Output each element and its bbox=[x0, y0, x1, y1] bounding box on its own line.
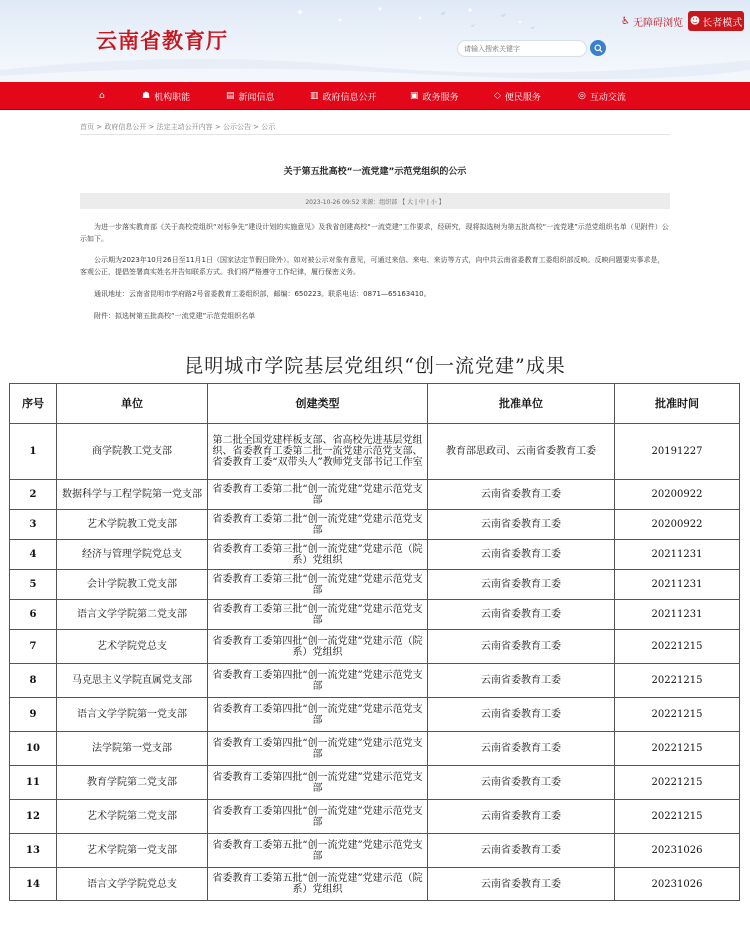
cell-no: 12 bbox=[10, 800, 57, 834]
cell-approver: 云南省委教育工委 bbox=[428, 834, 615, 868]
col-header-no: 序号 bbox=[10, 384, 57, 424]
results-table-title: 昆明城市学院基层党组织“创一流党建”成果 bbox=[184, 355, 566, 377]
cell-approver: 云南省委教育工委 bbox=[428, 664, 615, 698]
cell-date: 20221215 bbox=[615, 698, 740, 732]
cell-unit: 商学院教工党支部 bbox=[57, 424, 208, 480]
table-row bbox=[10, 868, 740, 901]
cell-date: 20221215 bbox=[615, 630, 740, 664]
col-header-unit: 单位 bbox=[57, 384, 208, 424]
site-title[interactable]: 云南省教育厅 bbox=[96, 28, 228, 53]
cell-date: 20221215 bbox=[615, 664, 740, 698]
article-paragraph: 公示期为2023年10月26日至11月1日（国家法定节假日除外）。如对被公示对象有意见，可通过来信、来电、来访等方式，向中共云南省委教育工委组织部反映。反映问题要实事求是，客观公正，提倡签署真实姓名并告知联系方式。我们将严格遵守工作纪律，履行保密义务。 bbox=[80, 256, 665, 276]
cell-unit: 语言文学学院党总支 bbox=[57, 868, 208, 901]
cell-unit: 马克思主义学院直属党支部 bbox=[57, 664, 208, 698]
cell-no: 1 bbox=[10, 424, 57, 480]
cell-date: 20211231 bbox=[615, 540, 740, 570]
chat-icon: ◎ bbox=[578, 91, 586, 101]
cell-unit: 会计学院教工党支部 bbox=[57, 570, 208, 600]
table-row bbox=[10, 630, 740, 664]
cell-no: 8 bbox=[10, 664, 57, 698]
table-row bbox=[10, 600, 740, 630]
cell-unit: 经济与管理学院党总支 bbox=[57, 540, 208, 570]
nav-item-org[interactable] bbox=[142, 82, 190, 110]
cell-type: 省委教育工委第四批“创一流党建”党建示范党支部 bbox=[208, 766, 428, 800]
article-title: 关于第五批高校“一流党建”示范党组织的公示 bbox=[283, 167, 467, 177]
cell-unit: 艺术学院教工党支部 bbox=[57, 510, 208, 540]
cell-date: 20191227 bbox=[615, 424, 740, 480]
article-paragraph: 为进一步落实教育部《关于高校党组织“对标争先”建设计划的实施意见》及我省创建高校“一流党建”工作要求，经研究，现将拟选树为第五批高校“一流党建”示范党组织名单（见附件）公示如下。 bbox=[80, 223, 669, 243]
news-icon: ▤ bbox=[226, 91, 235, 101]
cell-no: 3 bbox=[10, 510, 57, 540]
cell-no: 7 bbox=[10, 630, 57, 664]
accessibility-label: 无障碍浏览 bbox=[632, 17, 683, 29]
col-header-type: 创建类型 bbox=[208, 384, 428, 424]
cell-type: 省委教育工委第四批“创一流党建”党建示范党支部 bbox=[208, 800, 428, 834]
cell-unit: 艺术学院党总支 bbox=[57, 630, 208, 664]
col-header-date: 批准时间 bbox=[615, 384, 740, 424]
cell-no: 2 bbox=[10, 480, 57, 510]
cell-unit: 艺术学院第二党支部 bbox=[57, 800, 208, 834]
cell-no: 4 bbox=[10, 540, 57, 570]
cell-type: 省委教育工委第二批“创一流党建”党建示范党支部 bbox=[208, 480, 428, 510]
cell-approver: 云南省委教育工委 bbox=[428, 800, 615, 834]
cell-date: 20200922 bbox=[615, 480, 740, 510]
cell-type: 省委教育工委第五批“创一流党建”党建示范党支部 bbox=[208, 834, 428, 868]
cell-type: 省委教育工委第四批“创一流党建”党建示范（院系）党组织 bbox=[208, 630, 428, 664]
search-icon bbox=[594, 44, 603, 53]
article-meta: 2023-10-26 09:52 来源：组织部 【 大 | 中 | 小 】 bbox=[80, 193, 670, 209]
nav-item-label: 新闻信息 bbox=[238, 92, 275, 103]
home-icon: ⌂ bbox=[99, 91, 105, 101]
cell-type: 省委教育工委第二批“创一流党建”党建示范党支部 bbox=[208, 510, 428, 540]
cell-date: 20231026 bbox=[615, 868, 740, 901]
cell-unit: 语言文学学院第一党支部 bbox=[57, 698, 208, 732]
cell-no: 6 bbox=[10, 600, 57, 630]
cell-type: 省委教育工委第三批“创一流党建”党建示范党支部 bbox=[208, 600, 428, 630]
nav-item-label: 政府信息公开 bbox=[322, 92, 377, 103]
breadcrumb[interactable]: 首页 > 政府信息公开 > 法定主动公开内容 > 公示公告 > 公示 bbox=[80, 123, 276, 131]
cell-approver: 云南省委教育工委 bbox=[428, 630, 615, 664]
nav-item-label: 政务服务 bbox=[422, 92, 459, 103]
main-nav bbox=[0, 82, 750, 110]
cell-approver: 云南省委教育工委 bbox=[428, 570, 615, 600]
site-header bbox=[0, 0, 750, 82]
table-row bbox=[10, 800, 740, 834]
cell-unit: 法学院第一党支部 bbox=[57, 732, 208, 766]
cell-date: 20221215 bbox=[615, 766, 740, 800]
nav-item-label: 便民服务 bbox=[504, 92, 541, 103]
table-row bbox=[10, 510, 740, 540]
cell-type: 省委教育工委第五批“创一流党建”党建示范（院系）党组织 bbox=[208, 868, 428, 901]
accessibility-icon: ♿ bbox=[621, 15, 630, 27]
nav-item-label: 互动交流 bbox=[589, 92, 626, 103]
table-row bbox=[10, 480, 740, 510]
cell-approver: 云南省委教育工委 bbox=[428, 732, 615, 766]
accessibility-link[interactable] bbox=[621, 13, 683, 29]
elder-icon: ☻ bbox=[689, 15, 701, 27]
elder-mode-label: 长者模式 bbox=[702, 17, 743, 29]
cell-approver: 云南省委教育工委 bbox=[428, 540, 615, 570]
cell-no: 9 bbox=[10, 698, 57, 732]
cell-approver: 云南省委教育工委 bbox=[428, 868, 615, 901]
search-input[interactable] bbox=[457, 40, 587, 57]
nav-home[interactable] bbox=[99, 82, 105, 110]
table-row bbox=[10, 698, 740, 732]
cell-type: 省委教育工委第四批“创一流党建”党建示范党支部 bbox=[208, 732, 428, 766]
cell-approver: 云南省委教育工委 bbox=[428, 510, 615, 540]
cell-approver: 云南省委教育工委 bbox=[428, 480, 615, 510]
nav-item-news[interactable] bbox=[226, 82, 275, 110]
table-row bbox=[10, 540, 740, 570]
cell-approver: 教育部思政司、云南省委教育工委 bbox=[428, 424, 615, 480]
nav-item-convenience[interactable] bbox=[494, 82, 541, 110]
cell-date: 20200922 bbox=[615, 510, 740, 540]
cell-date: 20231026 bbox=[615, 834, 740, 868]
cell-type: 省委教育工委第四批“创一流党建”党建示范党支部 bbox=[208, 664, 428, 698]
table-header-row bbox=[10, 384, 740, 424]
building-icon: ▥ bbox=[310, 91, 319, 101]
cell-type: 省委教育工委第三批“创一流党建”党建示范党支部 bbox=[208, 570, 428, 600]
cell-date: 20221215 bbox=[615, 800, 740, 834]
cell-no: 5 bbox=[10, 570, 57, 600]
attachment-link[interactable]: 附件：拟选树第五批高校“一流党建”示范党组织名单 bbox=[94, 312, 256, 320]
cell-unit: 数据科学与工程学院第一党支部 bbox=[57, 480, 208, 510]
elder-mode-button[interactable] bbox=[688, 11, 744, 31]
cell-date: 20211231 bbox=[615, 600, 740, 630]
cell-no: 10 bbox=[10, 732, 57, 766]
cell-no: 14 bbox=[10, 868, 57, 901]
col-header-approver: 批准单位 bbox=[428, 384, 615, 424]
org-icon: ☗ bbox=[142, 91, 151, 101]
table-row bbox=[10, 424, 740, 480]
cell-unit: 语言文学学院第二党支部 bbox=[57, 600, 208, 630]
divider bbox=[80, 134, 670, 135]
cell-date: 20221215 bbox=[615, 732, 740, 766]
service-icon: ▣ bbox=[410, 91, 419, 101]
diamond-icon: ◇ bbox=[494, 91, 501, 101]
table-row bbox=[10, 732, 740, 766]
cell-type: 省委教育工委第四批“创一流党建”党建示范党支部 bbox=[208, 698, 428, 732]
cell-no: 13 bbox=[10, 834, 57, 868]
cell-approver: 云南省委教育工委 bbox=[428, 600, 615, 630]
nav-item-interact[interactable] bbox=[578, 82, 626, 110]
table-row bbox=[10, 570, 740, 600]
nav-item-service[interactable] bbox=[410, 82, 459, 110]
cell-type: 第二批全国党建样板支部、省高校先进基层党组织、省委教育工委第二批一流党建示范党支部、省委教育工委“双带头人”教师党支部书记工作室 bbox=[208, 424, 428, 480]
table-row bbox=[10, 766, 740, 800]
nav-item-label: 机构职能 bbox=[154, 92, 191, 103]
cell-no: 11 bbox=[10, 766, 57, 800]
cell-approver: 云南省委教育工委 bbox=[428, 698, 615, 732]
search-button[interactable] bbox=[590, 40, 606, 56]
table-row bbox=[10, 664, 740, 698]
nav-item-gov-info[interactable] bbox=[310, 82, 377, 110]
cell-date: 20211231 bbox=[615, 570, 740, 600]
cell-approver: 云南省委教育工委 bbox=[428, 766, 615, 800]
table-row bbox=[10, 834, 740, 868]
results-table bbox=[9, 383, 740, 901]
cell-unit: 艺术学院第一党支部 bbox=[57, 834, 208, 868]
contact-info: 通讯地址：云南省昆明市学府路2号省委教育工委组织部，邮编：650223。联系电话：0871—65163410。 bbox=[94, 290, 431, 298]
cell-type: 省委教育工委第三批“创一流党建”党建示范（院系）党组织 bbox=[208, 540, 428, 570]
cell-unit: 教育学院第二党支部 bbox=[57, 766, 208, 800]
